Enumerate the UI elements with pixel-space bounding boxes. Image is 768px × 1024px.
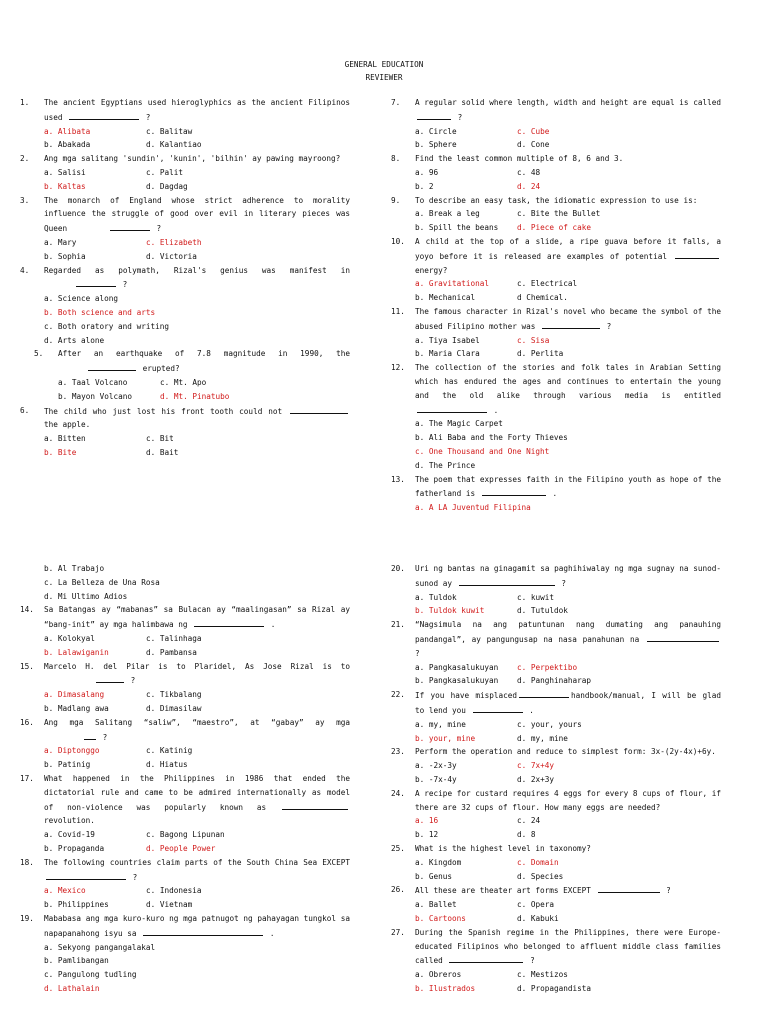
question-item — [391, 745, 721, 786]
correct-answer-option: b. your, mine — [415, 733, 476, 743]
question-number: 13. — [391, 474, 405, 484]
answer-blank — [675, 249, 719, 259]
question-text-end: ? — [145, 112, 151, 122]
answer-options — [44, 828, 350, 856]
question-stem — [415, 305, 721, 334]
answer-blank — [290, 404, 348, 414]
question-text: Find the least common multiple of 8, 6 and 3. — [415, 154, 624, 164]
question-text: The poem that expresses faith in the Filipino youth as hope of the fatherland is — [415, 474, 721, 499]
question-item — [20, 96, 350, 152]
answer-option: b. 2 — [415, 181, 434, 191]
answer-option: d. Victoria — [146, 251, 197, 261]
question-stem — [415, 562, 721, 591]
document-title: GENERAL EDUCATION — [344, 60, 424, 69]
answer-option: d. Dagdag — [146, 181, 188, 191]
answer-option: a. Salisi — [44, 167, 86, 177]
correct-answer-option: b. Bite — [44, 447, 77, 457]
question-item — [20, 912, 350, 996]
question-number: 19. — [20, 913, 34, 923]
answer-option: c. Bagong Lipunan — [146, 830, 225, 840]
correct-answer-option: d. Piece of cake — [517, 223, 592, 233]
answer-option: b. Philippines — [44, 900, 109, 910]
question-text: Regarded as polymath, Rizal's genius was manifest in — [44, 265, 350, 275]
answer-options — [415, 417, 721, 472]
answer-options — [415, 814, 721, 842]
question-text: The monarch of England whose strict adherence to morality influence the struggle of good over evil in literary pieces was Queen — [44, 195, 350, 234]
correct-answer-option: b. Both science and arts — [44, 307, 156, 317]
answer-option: a. my, mine — [415, 719, 466, 729]
answer-blank — [282, 800, 348, 810]
answer-option: a. Sekyong pangangalakal — [44, 942, 156, 952]
question-text: The following countries claim parts of the South China Sea EXCEPT — [44, 857, 350, 867]
question-text: After an earthquake of 7.8 magnitude in 1990, the — [58, 349, 350, 359]
answer-option: d. Cone — [517, 140, 550, 150]
answer-option: a. Kolokyal — [44, 633, 95, 643]
answer-blank — [88, 361, 136, 371]
document-subtitle: REVIEWER — [365, 73, 403, 83]
question-stem — [44, 96, 350, 125]
question-number: 1. — [20, 98, 30, 107]
question-stem — [415, 842, 721, 856]
answer-option: a. Ballet — [415, 900, 457, 910]
question-stem — [44, 856, 350, 885]
question-text-end: revolution. — [44, 816, 95, 826]
answer-blank — [417, 403, 487, 413]
correct-answer-option: d. Lathalain — [44, 983, 100, 993]
question-text-end: ? — [156, 224, 162, 234]
answer-blank — [194, 617, 264, 627]
correct-answer-option: c. One Thousand and One Night — [415, 446, 550, 456]
answer-options — [44, 632, 350, 660]
answer-option: b. Mayon Volcano — [58, 391, 133, 401]
answer-blank — [473, 703, 523, 713]
answer-option: a. Circle — [415, 126, 457, 136]
question-stem — [415, 926, 721, 968]
answer-options — [44, 125, 350, 153]
answer-options — [44, 236, 350, 264]
answer-options — [44, 688, 350, 716]
answer-option: c. Bite the Bullet — [517, 209, 601, 219]
answer-blank — [647, 632, 719, 642]
answer-option: d. Panghinaharap — [517, 676, 592, 686]
answer-option: c. kuwit — [517, 592, 555, 602]
question-text-end: energy? — [415, 265, 448, 275]
question-text: “Nagsimula na ang patuntunan nang dumating ang panauhing pandangal”, ay pangungusap na nasa panahunan na — [415, 620, 721, 644]
answer-option: a. Kingdom — [415, 857, 462, 867]
answer-option: b. Propaganda — [44, 843, 105, 853]
question-text: What is the highest level in taxonomy? — [415, 843, 591, 853]
question-text-end: . — [529, 705, 534, 715]
question-text: Ang mga Salitang “saliw”, “maestro”, at “gabay” ay mga — [44, 717, 350, 727]
answer-options — [415, 759, 721, 787]
answer-option: b. Sphere — [415, 140, 457, 150]
question-text-end: ? — [102, 732, 108, 742]
question-text: The collection of the stories and folk tales in Arabian Setting which has endured the ages and continues to entertain the young and the old alike through various media is entitled — [415, 363, 721, 400]
answer-blank — [542, 319, 600, 329]
correct-answer-option: b. Kaltas — [44, 181, 86, 191]
question-number: 12. — [391, 363, 405, 373]
answer-option: a. The Magic Carpet — [415, 419, 503, 429]
question-text: handbook/manual, I will be glad to lend you — [415, 691, 721, 715]
answer-option: a. 96 — [415, 167, 439, 177]
answer-option: b. Spill the beans — [415, 223, 499, 233]
question-item — [391, 618, 721, 688]
question-number: 6. — [20, 405, 30, 415]
question-text-end: ? — [530, 956, 535, 966]
answer-option: d. Perlita — [517, 349, 564, 359]
answer-option: d. Propagandista — [517, 983, 592, 993]
document-header — [0, 58, 768, 85]
question-item — [391, 926, 721, 996]
answer-option: c. Talinhaga — [146, 633, 202, 643]
answer-options — [58, 376, 350, 404]
question-stem — [415, 745, 721, 759]
question-stem — [44, 152, 350, 166]
answer-option: c. Indonesia — [146, 886, 202, 896]
question-number: 5. — [34, 349, 44, 359]
question-number: 16. — [20, 717, 34, 727]
question-stem — [44, 194, 350, 236]
column-bottom-right — [391, 562, 721, 996]
answer-blank — [143, 926, 263, 936]
question-stem — [44, 912, 350, 941]
answer-options — [415, 125, 721, 153]
answer-option: a. Pangkasalukuyan — [415, 662, 499, 672]
question-number: 25. — [391, 843, 405, 853]
question-stem — [415, 152, 721, 166]
column-top-right — [391, 96, 721, 515]
question-number: 10. — [391, 236, 405, 246]
answer-option: b. Pamlibangan — [44, 956, 109, 966]
answer-option: a. Obreros — [415, 970, 462, 980]
question-text-end: . — [270, 620, 276, 630]
answer-options — [415, 591, 721, 619]
correct-answer-option: a. A LA Juventud Filipina — [415, 503, 531, 513]
question-stem — [44, 264, 350, 293]
answer-options — [415, 661, 721, 689]
answer-option: c. La Belleza de Una Rosa — [44, 577, 160, 587]
answer-option: b. Pangkasalukuyan — [415, 676, 499, 686]
answer-option: d. The Prince — [415, 460, 476, 470]
answer-option: a. Tuldok — [415, 592, 457, 602]
answer-blank — [459, 576, 555, 586]
correct-answer-option: c. Elizabeth — [146, 237, 202, 247]
question-text-end: . — [493, 405, 499, 415]
question-item — [391, 883, 721, 925]
question-text: Marcelo H. del Pilar is to Plaridel, As Jose Rizal is to — [44, 661, 350, 671]
correct-answer-option: b. Tuldok kuwit — [415, 606, 485, 616]
answer-blank — [96, 673, 124, 683]
answer-option: b. Genus — [415, 871, 453, 881]
answer-options — [415, 718, 721, 746]
answer-option: a. Taal Volcano — [58, 377, 128, 387]
question-item — [391, 787, 721, 842]
question-text: To describe an easy task, the idiomatic expression to use is: — [415, 195, 698, 205]
answer-option: d. Arts alone — [44, 335, 105, 345]
answer-option: a. Bitten — [44, 434, 86, 444]
question-number: 24. — [391, 788, 405, 798]
question-stem — [44, 772, 350, 828]
question-item — [391, 152, 721, 193]
question-stem — [44, 660, 350, 689]
question-stem — [415, 787, 721, 815]
question-text: A recipe for custard requires 4 eggs for every 8 cups of flour, if there are 32 cups of flour. How many eggs are needed? — [415, 788, 721, 812]
correct-answer-option: b. Cartoons — [415, 913, 466, 923]
answer-option: c. Mestizos — [517, 970, 568, 980]
question-text: Mababasa ang mga kuro-kuro ng mga patnugot ng pahayagan tungkol sa napapanahong isyu sa — [44, 913, 350, 938]
answer-option: b. Ali Baba and the Forty Thieves — [415, 433, 568, 443]
question-number: 20. — [391, 564, 405, 573]
answer-option: b. 12 — [415, 830, 439, 840]
answer-option: c. 48 — [517, 167, 541, 177]
answer-option: d. Dimasilaw — [146, 703, 202, 713]
question-number: 8. — [391, 154, 401, 164]
answer-blank — [76, 277, 116, 287]
answer-option: a. Science along — [44, 294, 119, 304]
question-item — [391, 842, 721, 883]
answer-option: d. Tutuldok — [517, 606, 568, 616]
answer-blank — [598, 883, 660, 893]
correct-answer-option: b. Lalawiganin — [44, 647, 109, 657]
correct-answer-option: c. 7x+4y — [517, 761, 555, 771]
answer-blank — [84, 730, 96, 740]
answer-option: c. Palit — [146, 167, 184, 177]
answer-options — [44, 432, 350, 460]
answer-option: a. Covid-19 — [44, 830, 95, 840]
answer-option: d. Species — [517, 871, 564, 881]
question-stem — [58, 347, 350, 376]
answer-option: d. 2x+3y — [517, 774, 555, 784]
correct-answer-option: c. Perpektibo — [517, 662, 578, 672]
question-item — [20, 347, 350, 403]
question-number: 3. — [20, 195, 30, 205]
answer-blank — [69, 110, 139, 120]
question-text: A regular solid where length, width and height are equal is called — [415, 98, 721, 107]
answer-option: d. Pambansa — [146, 647, 197, 657]
question-item — [391, 305, 721, 361]
question-item — [20, 660, 350, 716]
question-text: Sa Batangas ay “mabanas” sa Bulacan ay “maalingasan” sa Rizal ay “bang-init” ay mga halimbawa ng — [44, 605, 350, 630]
correct-answer-option: c. Sisa — [517, 335, 550, 345]
question-number: 26. — [391, 885, 405, 895]
question-stem — [415, 96, 721, 125]
question-item — [20, 603, 350, 659]
question-number: 22. — [391, 690, 405, 700]
answer-blank — [449, 953, 523, 963]
answer-option: a. Mary — [44, 237, 77, 247]
answer-option: b. Abakada — [44, 140, 91, 150]
column-bottom-left — [20, 562, 350, 996]
answer-option: b. Al Trabajo — [44, 564, 105, 573]
question-text-end: ? — [457, 112, 463, 122]
question-number: 9. — [391, 195, 401, 205]
answer-option: b. Madlang awa — [44, 703, 109, 713]
question-number: 23. — [391, 747, 405, 757]
answer-options — [415, 968, 721, 996]
question-text-end: the apple. — [44, 420, 91, 430]
answer-options — [44, 166, 350, 194]
answer-options — [44, 941, 350, 996]
correct-answer-option: d. 24 — [517, 181, 541, 191]
question-item — [391, 194, 721, 235]
answer-option: d. Mi Ultimo Adios — [44, 591, 128, 601]
question-item — [20, 856, 350, 912]
answer-blank — [519, 688, 569, 698]
answer-options — [415, 856, 721, 884]
answer-option: d. Vietnam — [146, 900, 193, 910]
question-stem — [415, 883, 721, 898]
question-item — [391, 361, 721, 472]
question-number: 7. — [391, 98, 401, 107]
answer-option: d. Kalantiao — [146, 140, 202, 150]
question-number: 17. — [20, 773, 34, 783]
question-number: 11. — [391, 306, 405, 316]
question-stem — [44, 404, 350, 433]
correct-answer-option: c. Domain — [517, 857, 559, 867]
answer-option: d. Hiatus — [146, 760, 188, 770]
question-stem — [415, 194, 721, 208]
answer-option: c. Pangulong tudling — [44, 970, 137, 980]
answer-options — [415, 166, 721, 194]
correct-answer-option: d. Mt. Pinatubo — [160, 391, 230, 401]
answer-options — [44, 744, 350, 772]
question-stem — [415, 688, 721, 718]
correct-answer-option: a. Gravitational — [415, 279, 490, 289]
question-text-end: ? — [132, 872, 138, 882]
question-text: If you have misplaced — [415, 691, 518, 701]
correct-answer-option: a. 16 — [415, 816, 439, 826]
correct-answer-option: a. Diptonggo — [44, 746, 100, 756]
answer-options — [415, 334, 721, 362]
question-item — [20, 194, 350, 264]
question-stem — [44, 716, 350, 745]
answer-option: b. Maria Clara — [415, 349, 480, 359]
answer-option: b. Patinig — [44, 760, 91, 770]
question-item — [20, 404, 350, 460]
question-text-end: . — [552, 489, 558, 499]
answer-options — [415, 207, 721, 235]
answer-option: a. Tiya Isabel — [415, 335, 480, 345]
answer-option: a. -2x-3y — [415, 761, 457, 771]
question-text-end: ? — [130, 676, 136, 686]
correct-answer-option: d. People Power — [146, 843, 216, 853]
question-item — [391, 96, 721, 152]
carried-over-options — [20, 562, 350, 603]
answer-option: c. Both oratory and writing — [44, 321, 169, 331]
question-text-end: ? — [415, 648, 420, 658]
question-number: 21. — [391, 620, 405, 630]
answer-option: a. Break a leg — [415, 209, 480, 219]
answer-option: c. Katinig — [146, 746, 193, 756]
answer-option: c. 24 — [517, 816, 541, 826]
correct-answer-option: c. Cube — [517, 126, 550, 136]
answer-option: c. your, yours — [517, 719, 582, 729]
question-item — [20, 716, 350, 772]
correct-answer-option: a. Alibata — [44, 126, 91, 136]
answer-option: b. Mechanical — [415, 293, 476, 303]
answer-option: c. Bit — [146, 434, 174, 444]
question-text-end: erupted? — [142, 364, 180, 374]
question-text: The famous character in Rizal's novel who became the symbol of the abused Filipino mother was — [415, 306, 721, 331]
question-number: 2. — [20, 154, 30, 164]
question-stem — [415, 235, 721, 277]
answer-option: b. Sophia — [44, 251, 86, 261]
answer-option: c. Balitaw — [146, 126, 193, 136]
question-number: 14. — [20, 605, 34, 615]
question-number: 27. — [391, 927, 405, 937]
question-stem — [44, 603, 350, 632]
question-number: 18. — [20, 857, 34, 867]
question-text: Perform the operation and reduce to simplest form: 3x-(2y-4x)+6y. — [415, 747, 716, 757]
answer-option: c. Opera — [517, 900, 555, 910]
question-item — [391, 235, 721, 305]
correct-answer-option: b. Ilustrados — [415, 983, 476, 993]
question-text: The child who just lost his front tooth could not — [44, 406, 283, 416]
question-stem — [415, 618, 721, 660]
question-text-end: ? — [122, 280, 128, 290]
question-text: All these are theater art forms EXCEPT — [415, 886, 591, 896]
question-text-end: . — [269, 928, 275, 938]
correct-answer-option: a. Dimasalang — [44, 690, 105, 700]
answer-options — [415, 501, 721, 515]
question-item — [391, 562, 721, 618]
question-text: Ang mga salitang 'sundin', 'kunin', 'bilhin' ay pawing mayroong? — [44, 154, 341, 164]
question-item — [391, 473, 721, 515]
answer-option: d Chemical. — [517, 293, 568, 303]
question-text: During the Spanish regime in the Philippines, there were Europe-educated Filipinos who belonged to affluent middle class families called — [415, 927, 721, 966]
question-text-end: ? — [666, 886, 671, 896]
answer-option: b. -7x-4y — [415, 774, 457, 784]
question-number: 4. — [20, 265, 30, 275]
correct-answer-option: a. Mexico — [44, 886, 86, 896]
question-text-end: ? — [561, 578, 566, 588]
answer-option: c. Tikbalang — [146, 690, 202, 700]
answer-option: d. Bait — [146, 447, 179, 457]
answer-option: d. my, mine — [517, 733, 568, 743]
question-item — [20, 264, 350, 348]
answer-options — [415, 898, 721, 926]
answer-option: d. 8 — [517, 830, 536, 840]
answer-blank — [417, 110, 451, 120]
question-number: 15. — [20, 661, 34, 671]
answer-options — [44, 292, 350, 347]
answer-blank — [110, 221, 150, 231]
question-item — [391, 688, 721, 745]
question-text-end: ? — [606, 321, 612, 331]
answer-option: c. Electrical — [517, 279, 578, 289]
answer-options — [415, 277, 721, 305]
answer-blank — [46, 870, 126, 880]
answer-option: d. Kabuki — [517, 913, 559, 923]
question-text: What happened in the Philippines in 1986 that ended the dictatorial rule and came to be admired internationally as model of non-violence was popularly known as — [44, 773, 350, 812]
question-stem — [415, 361, 721, 417]
question-text: Uri ng bantas na ginagamit sa paghihiwalay ng mga sugnay na sunod-sunod ay — [415, 564, 721, 588]
column-top-left — [20, 96, 350, 460]
question-item — [20, 772, 350, 856]
question-stem — [415, 473, 721, 502]
question-text: The ancient Egyptians used hieroglyphics as the ancient Filipinos used — [44, 98, 350, 122]
answer-option: c. Mt. Apo — [160, 377, 207, 387]
answer-blank — [482, 486, 546, 496]
question-text: A child at the top of a slide, a ripe guava before it falls, a yoyo before it is released are examples of potential — [415, 236, 721, 261]
answer-options — [44, 884, 350, 912]
question-item — [20, 152, 350, 193]
